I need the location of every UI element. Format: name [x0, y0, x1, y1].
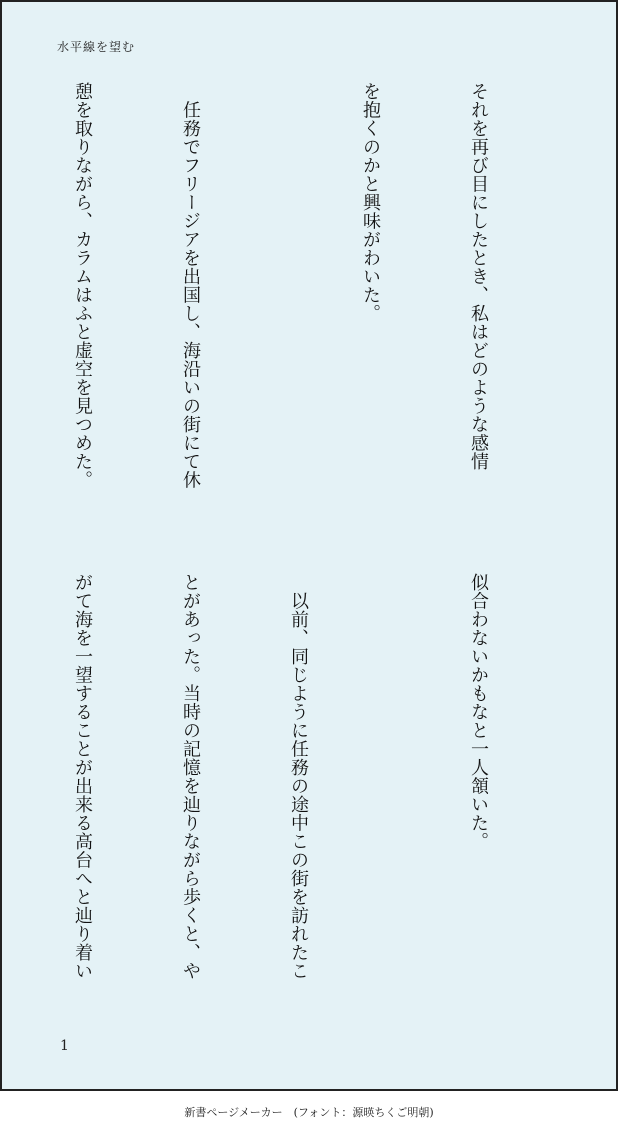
text-line: 似合わないかもなと一人頷いた。 [468, 573, 489, 851]
text-line: 以前、同じように任務の途中この街を訪れたこ [288, 573, 309, 980]
text-block-bottom [0, 573, 568, 1053]
page-number: 1 [60, 1038, 69, 1054]
text-block-top [0, 82, 568, 562]
text-line: とがあった。当時の記憶を辿りながら歩くと、や [180, 573, 201, 980]
text-line: 憩を取りながら、カラムはふと虚空を見つめた。 [72, 82, 93, 489]
text-line: がて海を一望することが出来る高台へと辿り着い [72, 573, 93, 980]
footer-credit: 新書ページメーカー (フォント：源暎ちくご明朝) [184, 1106, 434, 1119]
text-line: 任務でフリージアを出国し、海沿いの街にて休 [180, 82, 201, 489]
text-line: それを再び目にしたとき、私はどのような感情 [468, 82, 489, 471]
page-header-title: 水平線を望む [57, 40, 136, 54]
text-line: を抱くのかと興味がわいた。 [360, 82, 381, 323]
